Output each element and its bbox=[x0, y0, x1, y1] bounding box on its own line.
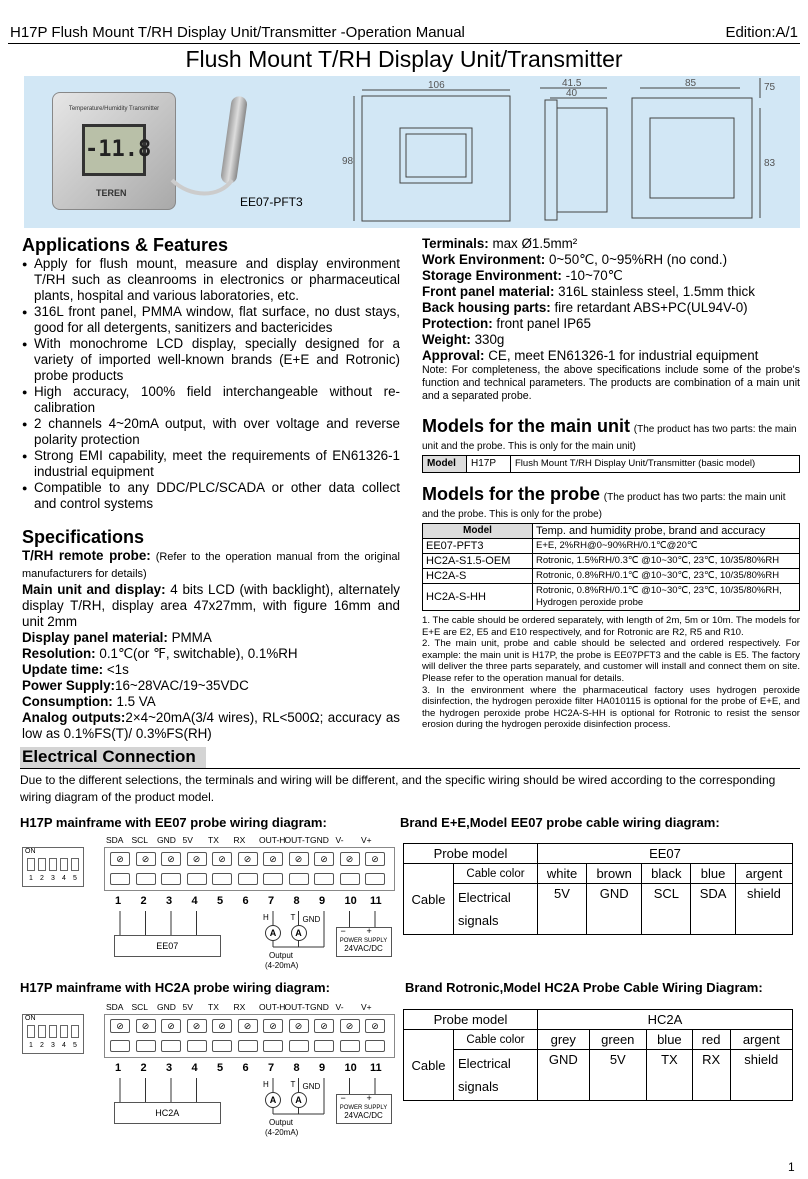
probe-model: EE07-PFT3 bbox=[423, 539, 533, 554]
signal-label: Electrical signals bbox=[454, 884, 538, 935]
wiring-diagram bbox=[0, 1002, 400, 1142]
spec-key: Protection: bbox=[422, 316, 493, 331]
header-title: H17P Flush Mount T/RH Display Unit/Transmitter -Operation Manual bbox=[10, 24, 465, 41]
cable-signal: SCL bbox=[642, 884, 691, 935]
terminal-screw: ⊘ bbox=[340, 852, 360, 866]
terminal-screw: ⊘ bbox=[340, 1019, 360, 1033]
probe-accuracy: E+E, 2%RH@0~90%RH/0.1℃@20℃ bbox=[533, 539, 800, 554]
power-label: POWER SUPPLY bbox=[339, 1105, 388, 1111]
page-number: 1 bbox=[788, 1160, 795, 1174]
terminal-label: GND bbox=[310, 1002, 329, 1012]
cable-signal: GND bbox=[587, 884, 642, 935]
spec-key: Analog outputs: bbox=[22, 710, 126, 725]
right-spec-item bbox=[422, 236, 800, 252]
terminal-screw: ⊘ bbox=[136, 852, 156, 866]
gnd-label: GND bbox=[302, 1082, 321, 1091]
terminal-label: 5V bbox=[182, 1002, 193, 1012]
gnd-label: GND bbox=[302, 915, 321, 924]
terminal-screw: ⊘ bbox=[365, 1019, 385, 1033]
cable-color: black bbox=[642, 864, 691, 884]
probe-note: 3. In the environment where the pharmaceutical factory uses hydrogen peroxide disinfection, the hydrogen peroxide filter HA010115 is optional for the probe of E+E, and the hydrogen peroxide probe HC2A-S-HH is optional for Rotronic to resist the sensor erosion during the hydrogen peroxide disinfection process. bbox=[422, 684, 800, 731]
terminal-number: 9 bbox=[319, 895, 326, 907]
spec-key: Update time: bbox=[22, 662, 104, 677]
spec-note: Note: For completeness, the above specifications include some of the probe's function and technical parameters. The products are combination of a main unit and a separated probe. bbox=[422, 364, 800, 402]
ammeter-icon: A bbox=[265, 1092, 281, 1108]
terminal-label: GND bbox=[310, 835, 329, 845]
terminal-number: 6 bbox=[242, 895, 249, 907]
terminal-screw: ⊘ bbox=[161, 1019, 181, 1033]
device-lcd: -11.8 bbox=[82, 124, 146, 176]
terminal-screw: ⊘ bbox=[263, 852, 283, 866]
spec-item bbox=[22, 646, 400, 662]
dim-41-5: 41.5 bbox=[562, 78, 582, 89]
terminal-number: 2 bbox=[140, 1062, 147, 1074]
cable-color: brown bbox=[587, 864, 642, 884]
dim-40: 40 bbox=[566, 88, 578, 99]
main-unit-table: Model H17P Flush Mount T/RH Display Unit/Transmitter (basic model) bbox=[422, 455, 800, 473]
right-spec-item bbox=[422, 268, 800, 284]
probe-box: HC2A bbox=[114, 1102, 221, 1124]
probe-accuracy: Rotronic, 0.8%RH/0.1℃ @10~30℃, 23℃, 10/35/80%RH, Hydrogen peroxide probe bbox=[533, 584, 800, 611]
cable-wiring-table bbox=[403, 843, 793, 935]
dim-85: 85 bbox=[685, 78, 697, 89]
terminal-number: 10 bbox=[344, 1062, 357, 1074]
power-supply-box bbox=[336, 1094, 392, 1124]
table-row bbox=[423, 554, 800, 569]
dip-number: 4 bbox=[62, 875, 66, 882]
cable-color: blue bbox=[691, 864, 736, 884]
spec-item bbox=[22, 662, 400, 678]
spec-item bbox=[22, 694, 400, 710]
cable-signal: GND bbox=[538, 1050, 590, 1101]
device-logo: TEREN bbox=[96, 188, 127, 198]
cable-color: argent bbox=[730, 1030, 792, 1050]
terminal-screw: ⊘ bbox=[110, 852, 130, 866]
feature-item: ● Strong EMI capability, meet the requirements of EN61326-1 industrial equipment bbox=[22, 448, 400, 480]
probe-accuracy: Rotronic, 1.5%RH/0.3℃ @10~30℃, 23℃, 10/35/80%RH bbox=[533, 554, 800, 569]
feature-item: ● 2 channels 4~20mA output, with over voltage and reverse polarity protection bbox=[22, 416, 400, 448]
cable-signal: SDA bbox=[691, 884, 736, 935]
electrical-heading: Electrical Connection bbox=[20, 747, 206, 769]
terminal-label: RX bbox=[233, 1002, 246, 1012]
table-row bbox=[404, 844, 793, 864]
device-label: Temperature/Humidity Transmitter bbox=[68, 106, 160, 112]
table-row bbox=[404, 884, 793, 935]
terminal-number: 3 bbox=[166, 895, 173, 907]
probe-notes bbox=[422, 615, 800, 731]
dip-number: 5 bbox=[73, 875, 77, 882]
terminal-number: 10 bbox=[344, 895, 357, 907]
dip-number: 4 bbox=[62, 1042, 66, 1049]
spec-value: 1.5 VA bbox=[112, 694, 156, 709]
terminal-label: RX bbox=[233, 835, 246, 845]
probe-cable bbox=[170, 150, 240, 200]
spec-value: <1s bbox=[103, 662, 129, 677]
terminal-number: 5 bbox=[217, 1062, 224, 1074]
power-label: POWER SUPPLY bbox=[339, 938, 388, 944]
probe-model: HC2A-S1.5-OEM bbox=[423, 554, 533, 569]
spec-key: Resolution: bbox=[22, 646, 96, 661]
applications-list bbox=[22, 256, 400, 512]
page-title: Flush Mount T/RH Display Unit/Transmitter bbox=[185, 46, 623, 72]
terminal-number: 4 bbox=[191, 1062, 198, 1074]
cable-signal: TX bbox=[647, 1050, 693, 1101]
terminal-label: OUT-T bbox=[284, 835, 310, 845]
right-spec-item bbox=[422, 284, 800, 300]
applications-heading: Applications & Features bbox=[22, 235, 229, 255]
terminal-screw: ⊘ bbox=[187, 1019, 207, 1033]
terminal-screw: ⊘ bbox=[161, 852, 181, 866]
spec-key: T/RH remote probe: bbox=[22, 548, 151, 563]
main-unit-heading: Models for the main unit bbox=[422, 416, 631, 436]
probe-table: Model Temp. and humidity probe, brand and accuracy EE07-PFT3 E+E, 2%RH@0~90%RH/0.1℃@20℃ HC2A-S1.5-OEM Rotronic, 1.5%RH/0.3℃ @10~30℃, 23℃, 10/35/80%RH HC2A-S Rotronic, 0.8%RH/0.1℃ @10~30℃, 23℃, 10/35/80%RH HC2A-S-HH Rotronic, 0.8%RH/0.1℃ @10~30℃, 23℃, 10/35/80%RH, Hydrogen peroxide probe bbox=[422, 523, 800, 611]
terminal-label: SDA bbox=[106, 835, 124, 845]
plus-icon: + bbox=[366, 1093, 372, 1103]
terminal-number: 1 bbox=[115, 1062, 122, 1074]
dip-number: 1 bbox=[29, 1042, 33, 1049]
photo-caption: EE07-PFT3 bbox=[240, 195, 303, 209]
spec-item bbox=[22, 678, 400, 694]
right-spec-item bbox=[422, 332, 800, 348]
terminal-screw: ⊘ bbox=[289, 852, 309, 866]
probe-model: HC2A-S-HH bbox=[423, 584, 533, 611]
cable-color-label: Cable color bbox=[454, 864, 538, 884]
right-column bbox=[422, 236, 800, 731]
dip-number: 3 bbox=[51, 875, 55, 882]
right-spec-item bbox=[422, 348, 800, 364]
spec-value: 16~28VAC/19~35VDC bbox=[115, 678, 249, 693]
spec-value: fire retardant ABS+PC(UL94V-0) bbox=[550, 300, 748, 315]
table-row bbox=[404, 1030, 793, 1050]
output-label: Output bbox=[269, 951, 294, 960]
dip-number: 3 bbox=[51, 1042, 55, 1049]
probe-note: 2. The main unit, probe and cable should be selected and ordered respectively. For example: the main unit is H17P, the probe is EE07PFT3 and the cable is E5. The factory will deliver the three parts separately, and customer will install and connect them on site. Please refer to the operation manual for details. bbox=[422, 638, 800, 684]
power-value: 24VAC/DC bbox=[344, 1111, 383, 1120]
terminal-screw: ⊘ bbox=[238, 1019, 258, 1033]
cable-signal: 5V bbox=[589, 1050, 646, 1101]
probe-subtitle: (The product has two parts: the main unit and the probe. This is only for the probe) bbox=[422, 492, 786, 520]
terminal-label: SDA bbox=[106, 1002, 124, 1012]
terminal-screw: ⊘ bbox=[263, 1019, 283, 1033]
spec-key: Weight: bbox=[422, 332, 471, 347]
power-value: 24VAC/DC bbox=[344, 944, 383, 953]
terminal-label: OUT-T bbox=[284, 1002, 310, 1012]
terminal-screw: ⊘ bbox=[289, 1019, 309, 1033]
dip-number: 5 bbox=[73, 1042, 77, 1049]
h-label: H bbox=[263, 913, 269, 922]
plus-icon: + bbox=[366, 926, 372, 936]
cable-signal: shield bbox=[730, 1050, 792, 1101]
h-label: H bbox=[263, 1080, 269, 1089]
terminal-number: 1 bbox=[115, 895, 122, 907]
terminal-number: 7 bbox=[268, 1062, 275, 1074]
feature-item: ● With monochrome LCD display, specially designed for a variety of imported well-known brands (E+E and Rotronic) probe products bbox=[22, 336, 400, 384]
terminal-label: V- bbox=[335, 1002, 344, 1012]
table-row bbox=[404, 864, 793, 884]
spec-key: Display panel material: bbox=[22, 630, 168, 645]
dim-75: 75 bbox=[764, 82, 776, 93]
feature-item: ● Compatible to any DDC/PLC/SCADA or other data collect and control systems bbox=[22, 480, 400, 512]
cable-signal: 5V bbox=[538, 884, 587, 935]
right-spec-item bbox=[422, 316, 800, 332]
feature-item: ● High accuracy, 100% field interchangeable without re-calibration bbox=[22, 384, 400, 416]
spec-value: (Refer to the operation manual from the original manufacturers for details) bbox=[22, 551, 400, 580]
cable-label: Cable bbox=[404, 1030, 454, 1101]
dip-on-label: ON bbox=[25, 1015, 36, 1022]
spec-key: Approval: bbox=[422, 348, 485, 363]
spec-value: 330g bbox=[470, 332, 505, 347]
terminal-screw: ⊘ bbox=[212, 1019, 232, 1033]
ee-table-title: Brand E+E,Model EE07 probe cable wiring diagram: bbox=[400, 815, 720, 830]
terminal-label: 5V bbox=[182, 835, 193, 845]
cable-color: argent bbox=[735, 864, 792, 884]
page-header bbox=[8, 22, 800, 44]
terminal-number: 8 bbox=[293, 1062, 300, 1074]
dimension-drawings bbox=[340, 78, 800, 224]
right-spec-item bbox=[422, 252, 800, 268]
terminal-screw: ⊘ bbox=[314, 1019, 334, 1033]
spec-value: CE, meet EN61326-1 for industrial equipment bbox=[484, 348, 759, 363]
spec-key: Front panel material: bbox=[422, 284, 555, 299]
minus-icon: − bbox=[340, 926, 346, 936]
spec-item bbox=[22, 548, 400, 582]
terminal-label: TX bbox=[208, 835, 219, 845]
spec-key: Main unit and display: bbox=[22, 582, 166, 597]
spec-value: max Ø1.5mm² bbox=[488, 236, 578, 251]
probe-accuracy: Rotronic, 0.8%RH/0.1℃ @10~30℃, 23℃, 10/35/80%RH bbox=[533, 569, 800, 584]
power-supply-box bbox=[336, 927, 392, 957]
spec-value: PMMA bbox=[167, 630, 212, 645]
spec-value: 316L stainless steel, 1.5mm thick bbox=[554, 284, 755, 299]
table-row bbox=[423, 584, 800, 611]
probe-heading: Models for the probe bbox=[422, 484, 601, 504]
cable-wiring-table bbox=[403, 1009, 793, 1101]
terminal-number: 9 bbox=[319, 1062, 326, 1074]
terminal-number: 2 bbox=[140, 895, 147, 907]
terminal-screw: ⊘ bbox=[238, 852, 258, 866]
spec-value: 4 bits LCD (with backlight), alternately display T/RH, display area 47x27mm, with figure 16mm and unit 2mm bbox=[22, 582, 400, 629]
output-label: Output bbox=[269, 1118, 294, 1127]
ammeter-icon: A bbox=[265, 925, 281, 941]
spec-value: 0.1℃(or ℉, switchable), 0.1%RH bbox=[95, 646, 298, 661]
spec-value: 0~50℃, 0~95%RH (no cond.) bbox=[545, 252, 728, 267]
terminal-screw: ⊘ bbox=[187, 852, 207, 866]
spec-value: 2×4~20mA(3/4 wires), RL<500Ω; accuracy as low as 0.1%FS(T)/ 0.3%FS(RH) bbox=[22, 710, 400, 741]
table-row bbox=[423, 569, 800, 584]
probe-model-label: Probe model bbox=[404, 844, 538, 864]
left-column bbox=[22, 234, 400, 742]
table-row bbox=[404, 1050, 793, 1101]
spec-key: Back housing parts: bbox=[422, 300, 551, 315]
terminal-label: OUT-H bbox=[259, 1002, 286, 1012]
terminal-label: V- bbox=[335, 835, 344, 845]
ammeter-icon: A bbox=[291, 925, 307, 941]
wiring-diagram bbox=[0, 835, 400, 975]
terminal-label: SCL bbox=[131, 835, 149, 845]
terminal-label: V+ bbox=[361, 835, 372, 845]
terminal-screw: ⊘ bbox=[136, 1019, 156, 1033]
terminal-label: SCL bbox=[131, 1002, 149, 1012]
ammeter-icon: A bbox=[291, 1092, 307, 1108]
minus-icon: − bbox=[340, 1093, 346, 1103]
terminal-label: GND bbox=[157, 1002, 176, 1012]
cable-color: blue bbox=[647, 1030, 693, 1050]
specifications-heading: Specifications bbox=[22, 527, 145, 547]
dim-106: 106 bbox=[428, 80, 445, 91]
spec-item bbox=[22, 582, 400, 630]
terminal-number: 7 bbox=[268, 895, 275, 907]
cable-signal: shield bbox=[735, 884, 792, 935]
diagram2-title: H17P mainframe with HC2A probe wiring diagram: bbox=[20, 980, 330, 995]
probe-box: EE07 bbox=[114, 935, 221, 957]
spec-item bbox=[22, 630, 400, 646]
cable-color: red bbox=[692, 1030, 730, 1050]
table-row bbox=[423, 539, 800, 554]
spec-item bbox=[22, 710, 400, 742]
terminal-number: 3 bbox=[166, 1062, 173, 1074]
terminal-label: GND bbox=[157, 835, 176, 845]
cable-color: green bbox=[589, 1030, 646, 1050]
dim-98: 98 bbox=[342, 156, 354, 167]
signal-label: Electrical signals bbox=[454, 1050, 538, 1101]
spec-key: Storage Environment: bbox=[422, 268, 562, 283]
terminal-number: 11 bbox=[370, 1062, 382, 1074]
terminal-number: 5 bbox=[217, 895, 224, 907]
cable-label: Cable bbox=[404, 864, 454, 935]
cable-color: grey bbox=[538, 1030, 590, 1050]
rotronic-table-title: Brand Rotronic,Model HC2A Probe Cable Wiring Diagram: bbox=[405, 980, 763, 995]
diagram1-title: H17P mainframe with EE07 probe wiring diagram: bbox=[20, 815, 327, 830]
dim-83: 83 bbox=[764, 158, 776, 169]
probe-model-value: EE07 bbox=[538, 844, 793, 864]
right-specifications bbox=[422, 236, 800, 364]
probe-model-value: HC2A bbox=[538, 1010, 793, 1030]
t-label: T bbox=[290, 913, 296, 922]
table-row bbox=[404, 1010, 793, 1030]
output-range: (4-20mA) bbox=[265, 961, 299, 970]
terminal-number: 11 bbox=[370, 895, 382, 907]
terminal-label: OUT-H bbox=[259, 835, 286, 845]
probe-note: 1. The cable should be ordered separately, with length of 2m, 5m or 10m. The models for E+E are E2, E5 and E10 respectively, and for Rotronic are R2, R5 and R10. bbox=[422, 615, 800, 638]
terminal-screw: ⊘ bbox=[365, 852, 385, 866]
cable-color: white bbox=[538, 864, 587, 884]
header-edition: Edition:A/1 bbox=[725, 24, 798, 41]
electrical-description: Due to the different selections, the terminals and wiring will be different, and the specific wiring should be wired according to the corresponding wiring diagram of the product model. bbox=[20, 773, 776, 804]
section-divider bbox=[20, 768, 800, 769]
terminal-screw: ⊘ bbox=[110, 1019, 130, 1033]
cable-signal: RX bbox=[692, 1050, 730, 1101]
terminal-screw: ⊘ bbox=[314, 852, 334, 866]
dip-number: 2 bbox=[40, 875, 44, 882]
dip-number: 1 bbox=[29, 875, 33, 882]
dip-number: 2 bbox=[40, 1042, 44, 1049]
terminal-number: 6 bbox=[242, 1062, 249, 1074]
probe-model-label: Probe model bbox=[404, 1010, 538, 1030]
dip-on-label: ON bbox=[25, 848, 36, 855]
t-label: T bbox=[290, 1080, 296, 1089]
output-range: (4-20mA) bbox=[265, 1128, 299, 1137]
spec-key: Consumption: bbox=[22, 694, 113, 709]
spec-key: Work Environment: bbox=[422, 252, 546, 267]
right-spec-item bbox=[422, 300, 800, 316]
feature-item: ● 316L front panel, PMMA window, flat surface, no dust stays, good for all detergents, sanitizers and bactericides bbox=[22, 304, 400, 336]
terminal-number: 4 bbox=[191, 895, 198, 907]
specifications-list bbox=[22, 548, 400, 742]
spec-value: front panel IP65 bbox=[492, 316, 591, 331]
terminal-label: TX bbox=[208, 1002, 219, 1012]
spec-key: Power Supply: bbox=[22, 678, 116, 693]
spec-value: -10~70℃ bbox=[561, 268, 623, 283]
terminal-number: 8 bbox=[293, 895, 300, 907]
terminal-screw: ⊘ bbox=[212, 852, 232, 866]
spec-key: Terminals: bbox=[422, 236, 489, 251]
probe-model: HC2A-S bbox=[423, 569, 533, 584]
cable-color-label: Cable color bbox=[454, 1030, 538, 1050]
feature-item: ● Apply for flush mount, measure and display environment T/RH such as cleanrooms in electronics or pharmaceutical plants, hospital and various laboratories, etc. bbox=[22, 256, 400, 304]
terminal-label: V+ bbox=[361, 1002, 372, 1012]
main-unit-subtitle: (The product has two parts: the main unit and the probe. This is only for the main unit) bbox=[422, 424, 797, 452]
